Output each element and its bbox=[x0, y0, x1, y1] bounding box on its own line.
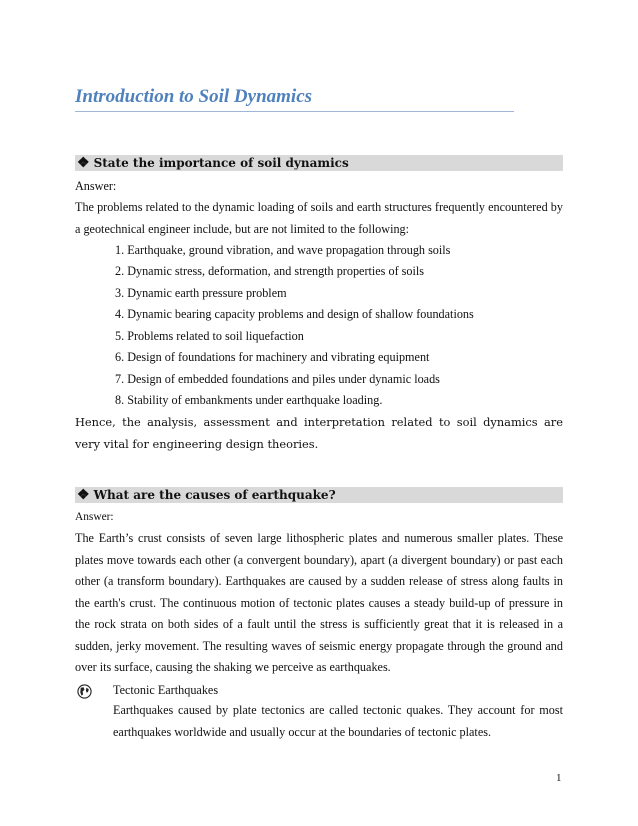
diamond-cluster-icon: ❖ bbox=[77, 155, 90, 171]
list-item: 8. Stability of embankments under earthquake loading. bbox=[115, 393, 383, 407]
page-number: 1 bbox=[556, 772, 562, 784]
section-heading-text: What are the causes of earthquake? bbox=[93, 488, 336, 502]
title-underline bbox=[75, 111, 514, 112]
list-item: 6. Design of foundations for machinery and vibrating equipment bbox=[115, 350, 430, 364]
section-heading-earthquake-causes bbox=[75, 487, 563, 503]
list-item: 2. Dynamic stress, deformation, and strength properties of soils bbox=[115, 264, 425, 278]
subitem-title: Tectonic Earthquakes bbox=[113, 683, 219, 697]
list-item: 3. Dynamic earth pressure problem bbox=[115, 286, 287, 300]
section-conclusion: Hence, the analysis, assessment and interpretation related to soil dynamics are very vital for engineering design theories. bbox=[75, 415, 563, 451]
answer-label: Answer: bbox=[75, 511, 114, 523]
list-item: 5. Problems related to soil liquefaction bbox=[115, 329, 304, 343]
subitem-description: Earthquakes caused by plate tectonics are called tectonic quakes. They account for most earthquakes worldwide and usually occur at the boundaries of tectonic plates. bbox=[113, 703, 563, 739]
document-title: Introduction to Soil Dynamics bbox=[75, 86, 313, 107]
diamond-cluster-icon: ❖ bbox=[77, 487, 90, 503]
section-intro: The problems related to the dynamic loading of soils and earth structures frequently encountered by a geotechnical engineer include, but are not limited to the following: bbox=[75, 200, 563, 236]
answer-label: Answer: bbox=[75, 179, 117, 193]
section-heading-text: State the importance of soil dynamics bbox=[93, 156, 349, 170]
globe-icon bbox=[77, 684, 92, 699]
section-body: The Earth’s crust consists of seven large lithospheric plates and numerous smaller plates. These plates move towards each other (a convergent boundary), apart (a divergent boundary) or past each other (a transform boundary). Earthquakes are caused by a sudden release of stress along faults in the earth's crust. The continuous motion of tectonic plates causes a steady build-up of pressure in the rock strata on both sides of a fault until the stress is sufficiently great that it is released in a sudden, jerky movement. The resulting waves of seismic energy propagate through the ground and over its surface, causing the shaking we perceive as earthquakes. bbox=[75, 531, 563, 674]
list-item: 7. Design of embedded foundations and piles under dynamic loads bbox=[115, 372, 440, 386]
section-heading-importance bbox=[75, 155, 563, 171]
list-item: 4. Dynamic bearing capacity problems and design of shallow foundations bbox=[115, 307, 474, 321]
list-item: 1. Earthquake, ground vibration, and wave propagation through soils bbox=[115, 243, 451, 257]
